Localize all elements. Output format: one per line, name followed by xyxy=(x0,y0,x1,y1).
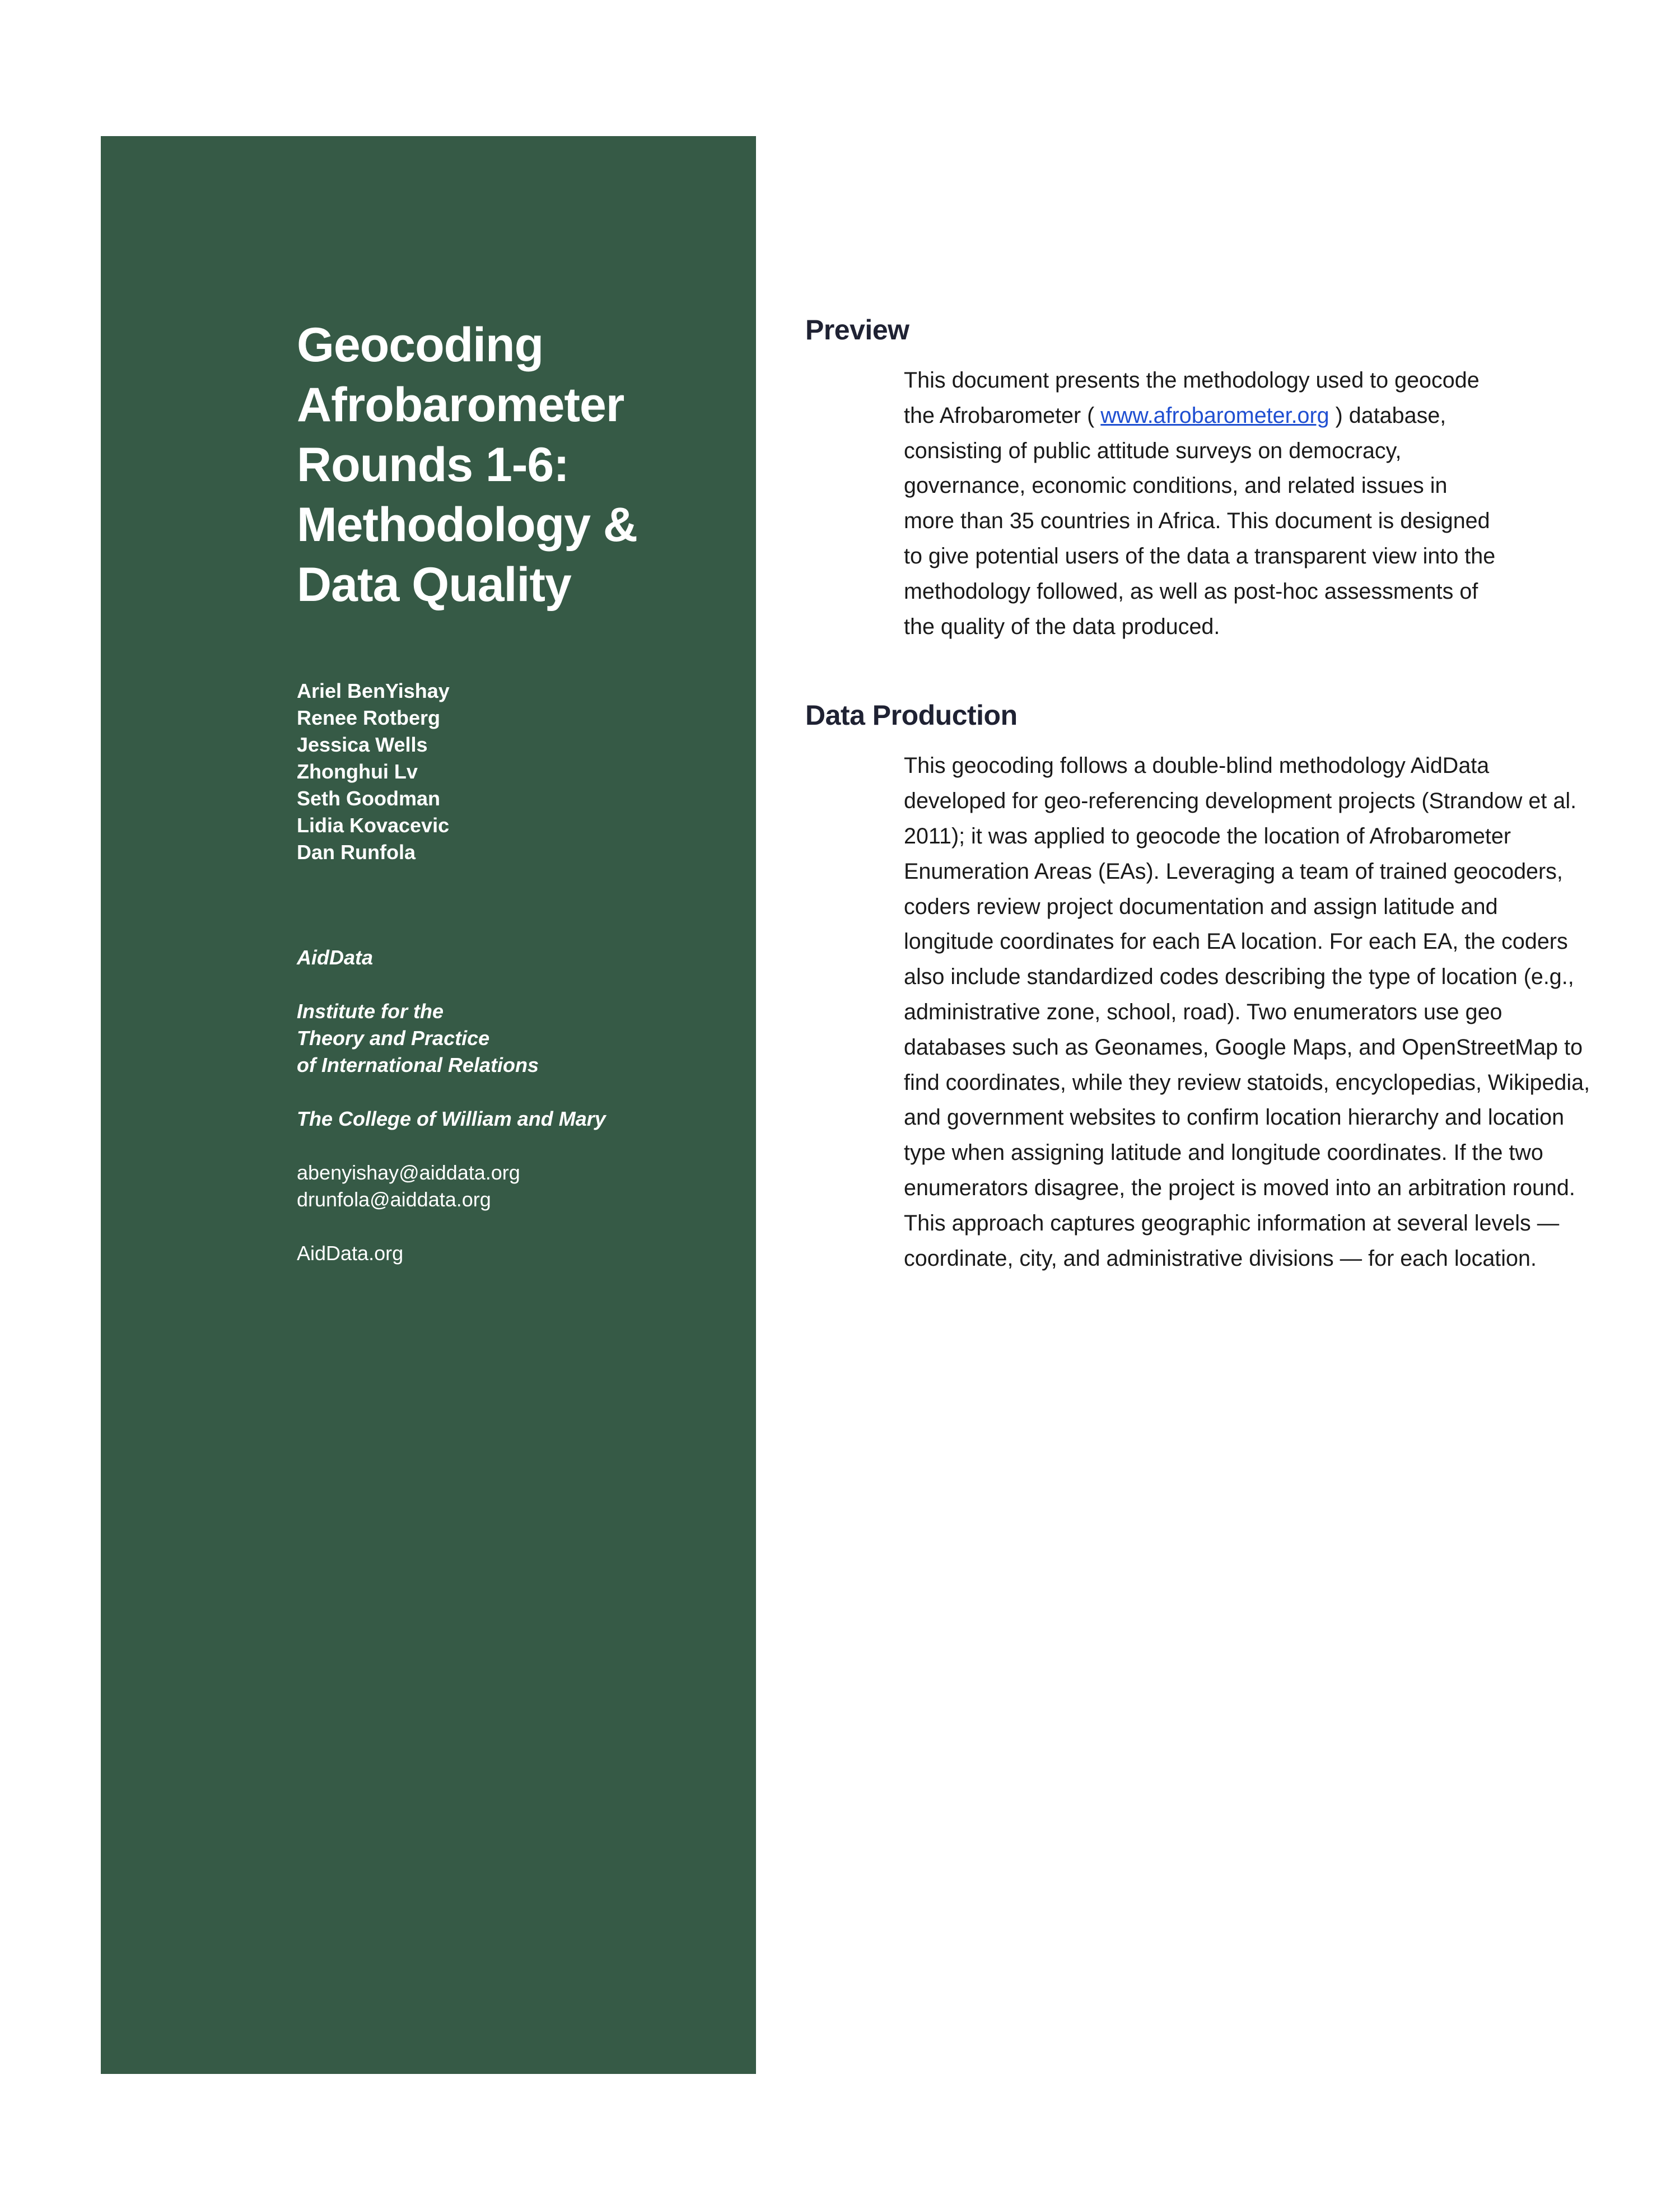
data-production-paragraph: This geocoding follows a double-blind methodology AidData developed for geo-referencing development projects (Strandow et al. 2011); it was applied to geocode the location of Afrobarometer Enumeration Areas (EAs). Leveraging a team of trained geocoders, coders review project documentation and assign latitude and longitude coordinates for each EA location. For each EA, the coders also include standardized codes describing the type of location (e.g., administrative zone, school, road). Two enumerators use geo databases such as Geonames, Google Maps, and OpenStreetMap to find coordinates, while they review statoids, encyclopedias, Wikipedia, and government websites to confirm location hierarchy and location type when assigning latitude and longitude coordinates. If the two enumerators disagree, the project is moved into an arbitration round. This approach captures geographic information at several levels — coordinate, city, and administrative divisions — for each location. xyxy=(904,753,1590,1271)
email-link[interactable]: abenyishay@aiddata.org xyxy=(297,1161,520,1184)
org-name: AidData xyxy=(297,946,374,969)
data-production-heading: Data Production xyxy=(805,700,1018,731)
affiliation-block xyxy=(297,944,734,1267)
author-name: Renee Rotberg xyxy=(297,706,441,729)
preview-heading: Preview xyxy=(805,314,909,346)
institute-line: Theory and Practice xyxy=(297,1027,490,1050)
logo-wordmark: AIDDATA xyxy=(510,2094,800,2169)
email-link[interactable]: drunfola@aiddata.org xyxy=(297,1188,491,1211)
website-link[interactable]: AidData.org xyxy=(297,1242,404,1265)
author-name: Seth Goodman xyxy=(297,787,441,810)
institute-line: of International Relations xyxy=(297,1053,539,1076)
title-line: Methodology & xyxy=(297,498,638,552)
title-line: Afrobarometer xyxy=(297,378,624,432)
author-name: Jessica Wells xyxy=(297,733,428,756)
institute-line: Institute for the xyxy=(297,1000,444,1023)
preview-text: This document presents the methodology used to geocode the Afrobarometer ( xyxy=(904,368,1480,428)
title-line: Geocoding xyxy=(297,318,544,372)
author-name: Lidia Kovacevic xyxy=(297,814,450,837)
aiddata-logo xyxy=(487,2096,823,2191)
sidebar-content xyxy=(297,315,734,1267)
author-list xyxy=(297,678,734,866)
logo-tagline: A Research Lab at William & Mary xyxy=(503,2167,808,2190)
cover-sidebar xyxy=(101,136,808,2190)
afrobarometer-link[interactable]: www.afrobarometer.org xyxy=(1100,403,1329,428)
title-line: Rounds 1-6: xyxy=(297,438,569,492)
document-title xyxy=(297,315,734,615)
college-name: The College of William and Mary xyxy=(297,1107,606,1130)
main-content xyxy=(805,314,1589,1276)
author-name: Dan Runfola xyxy=(297,841,416,864)
author-name: Zhonghui Lv xyxy=(297,760,418,783)
title-line: Data Quality xyxy=(297,558,571,612)
preview-text: ) database, consisting of public attitude surveys on democracy, governance, economic conditions, and related issues in more than 35 countries in Africa. This document is designed to give potential users of the data a transparent view into the methodology followed, as well as post-hoc assessments of the quality of the data produced. xyxy=(904,403,1496,639)
author-name: Ariel BenYishay xyxy=(297,679,450,702)
preview-paragraph xyxy=(904,363,1497,644)
